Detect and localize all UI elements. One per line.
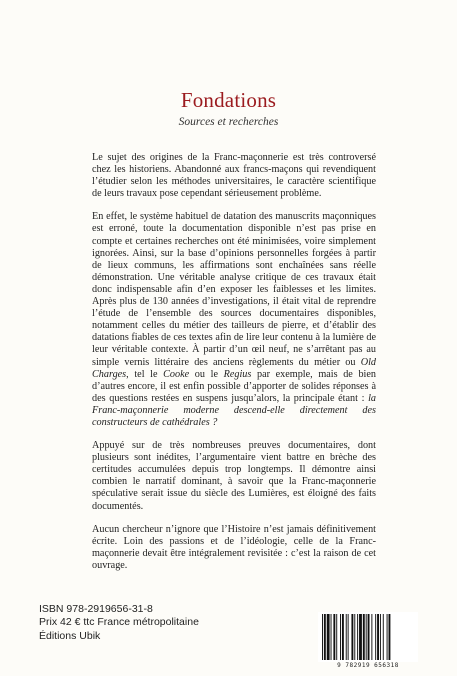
blurb-p2-main: En effet, le système habituel de datation des manuscrits maçonniques est erroné, toute la documentation disponible n’est pas prise en compte et certaines recherches ont été minimisées, voire simplement ignorées. Ainsi, sur la base d’opinions personnelles forgées à partir de lieux communs, les affirmations sont enchaînées sans réelle démonstration. Une véritable analyse critique de ces travaux était donc indispensable afin d’en exposer les faiblesses et les limites. Après plus de 130 années d’investigations, il était vital de reprendre l’étude de l’ensemble des sources documentaires disponibles, notamment celles du métier des tailleurs de pierre, et d’établir des datations fiables de ces textes afin de lire leur contenu à la lumière de leur véritable contexte. À partir d’un œil neuf, ne s’arrêtant pas au simple vernis littéraire des anciens règlements du métier ou <box>92 211 376 368</box>
blurb <box>92 152 376 583</box>
price: Prix 42 € ttc France métropolitaine <box>39 616 199 629</box>
blurb-p2-mid2: ou le <box>189 368 224 380</box>
blurb-p2-old-charges: Old Charges <box>92 356 376 380</box>
blurb-paragraph-3: Appuyé sur de très nombreuses preuves documentaires, dont plusieurs sont inédites, l’argumentaire vient battre en brèche des certitudes accumulées depuis trop longtemps. Il démontre ainsi combien le narratif dominant, à savoir que la Franc-maçonnerie spéculative serait issue du siècle des Lumières, est éloigné des faits documentés. <box>92 440 376 512</box>
barcode-number: 9 782919 656318 <box>337 662 399 669</box>
blurb-p2-cooke: Cooke <box>163 368 190 380</box>
barcode-icon <box>318 612 418 662</box>
blurb-paragraph-4: Aucun chercheur n’ignore que l’Histoire n’est jamais définitivement écrite. Loin des passions et de l’idéologie, celle de la Franc-maçonnerie devait être intégralement revisitée : c’est la raison de cet ouvrage. <box>92 523 376 571</box>
blurb-paragraph-1: Le sujet des origines de la Franc-maçonnerie est très controversé chez les historiens. Abandonné aux francs-maçons qui revendiquent l’étudier selon les méthodes universitaires, le caractère scientifique de leurs travaux pose cependant sérieusement problème. <box>92 152 376 200</box>
book-title: Fondations <box>180 88 277 112</box>
blurb-paragraph-2 <box>92 211 376 429</box>
blurb-p2-question: la Franc-maçonnerie moderne descend-elle directement des constructeurs de cathédrales ? <box>92 392 376 428</box>
isbn: ISBN 978-2919656-31-8 <box>39 603 153 615</box>
blurb-p2-regius: Regius <box>223 368 252 380</box>
book-subtitle: Sources et recherches <box>178 116 279 128</box>
publication-info <box>39 603 199 643</box>
blurb-p2-tail: par exemple, mais de bien d’autres encore, il est enfin possible d’apporter de solides réponses à des questions restées en suspens jusqu’alors, la principale étant : <box>92 368 376 404</box>
publisher: Éditions Ubik <box>39 629 101 642</box>
blurb-p2-mid1: , tel le <box>126 368 164 380</box>
